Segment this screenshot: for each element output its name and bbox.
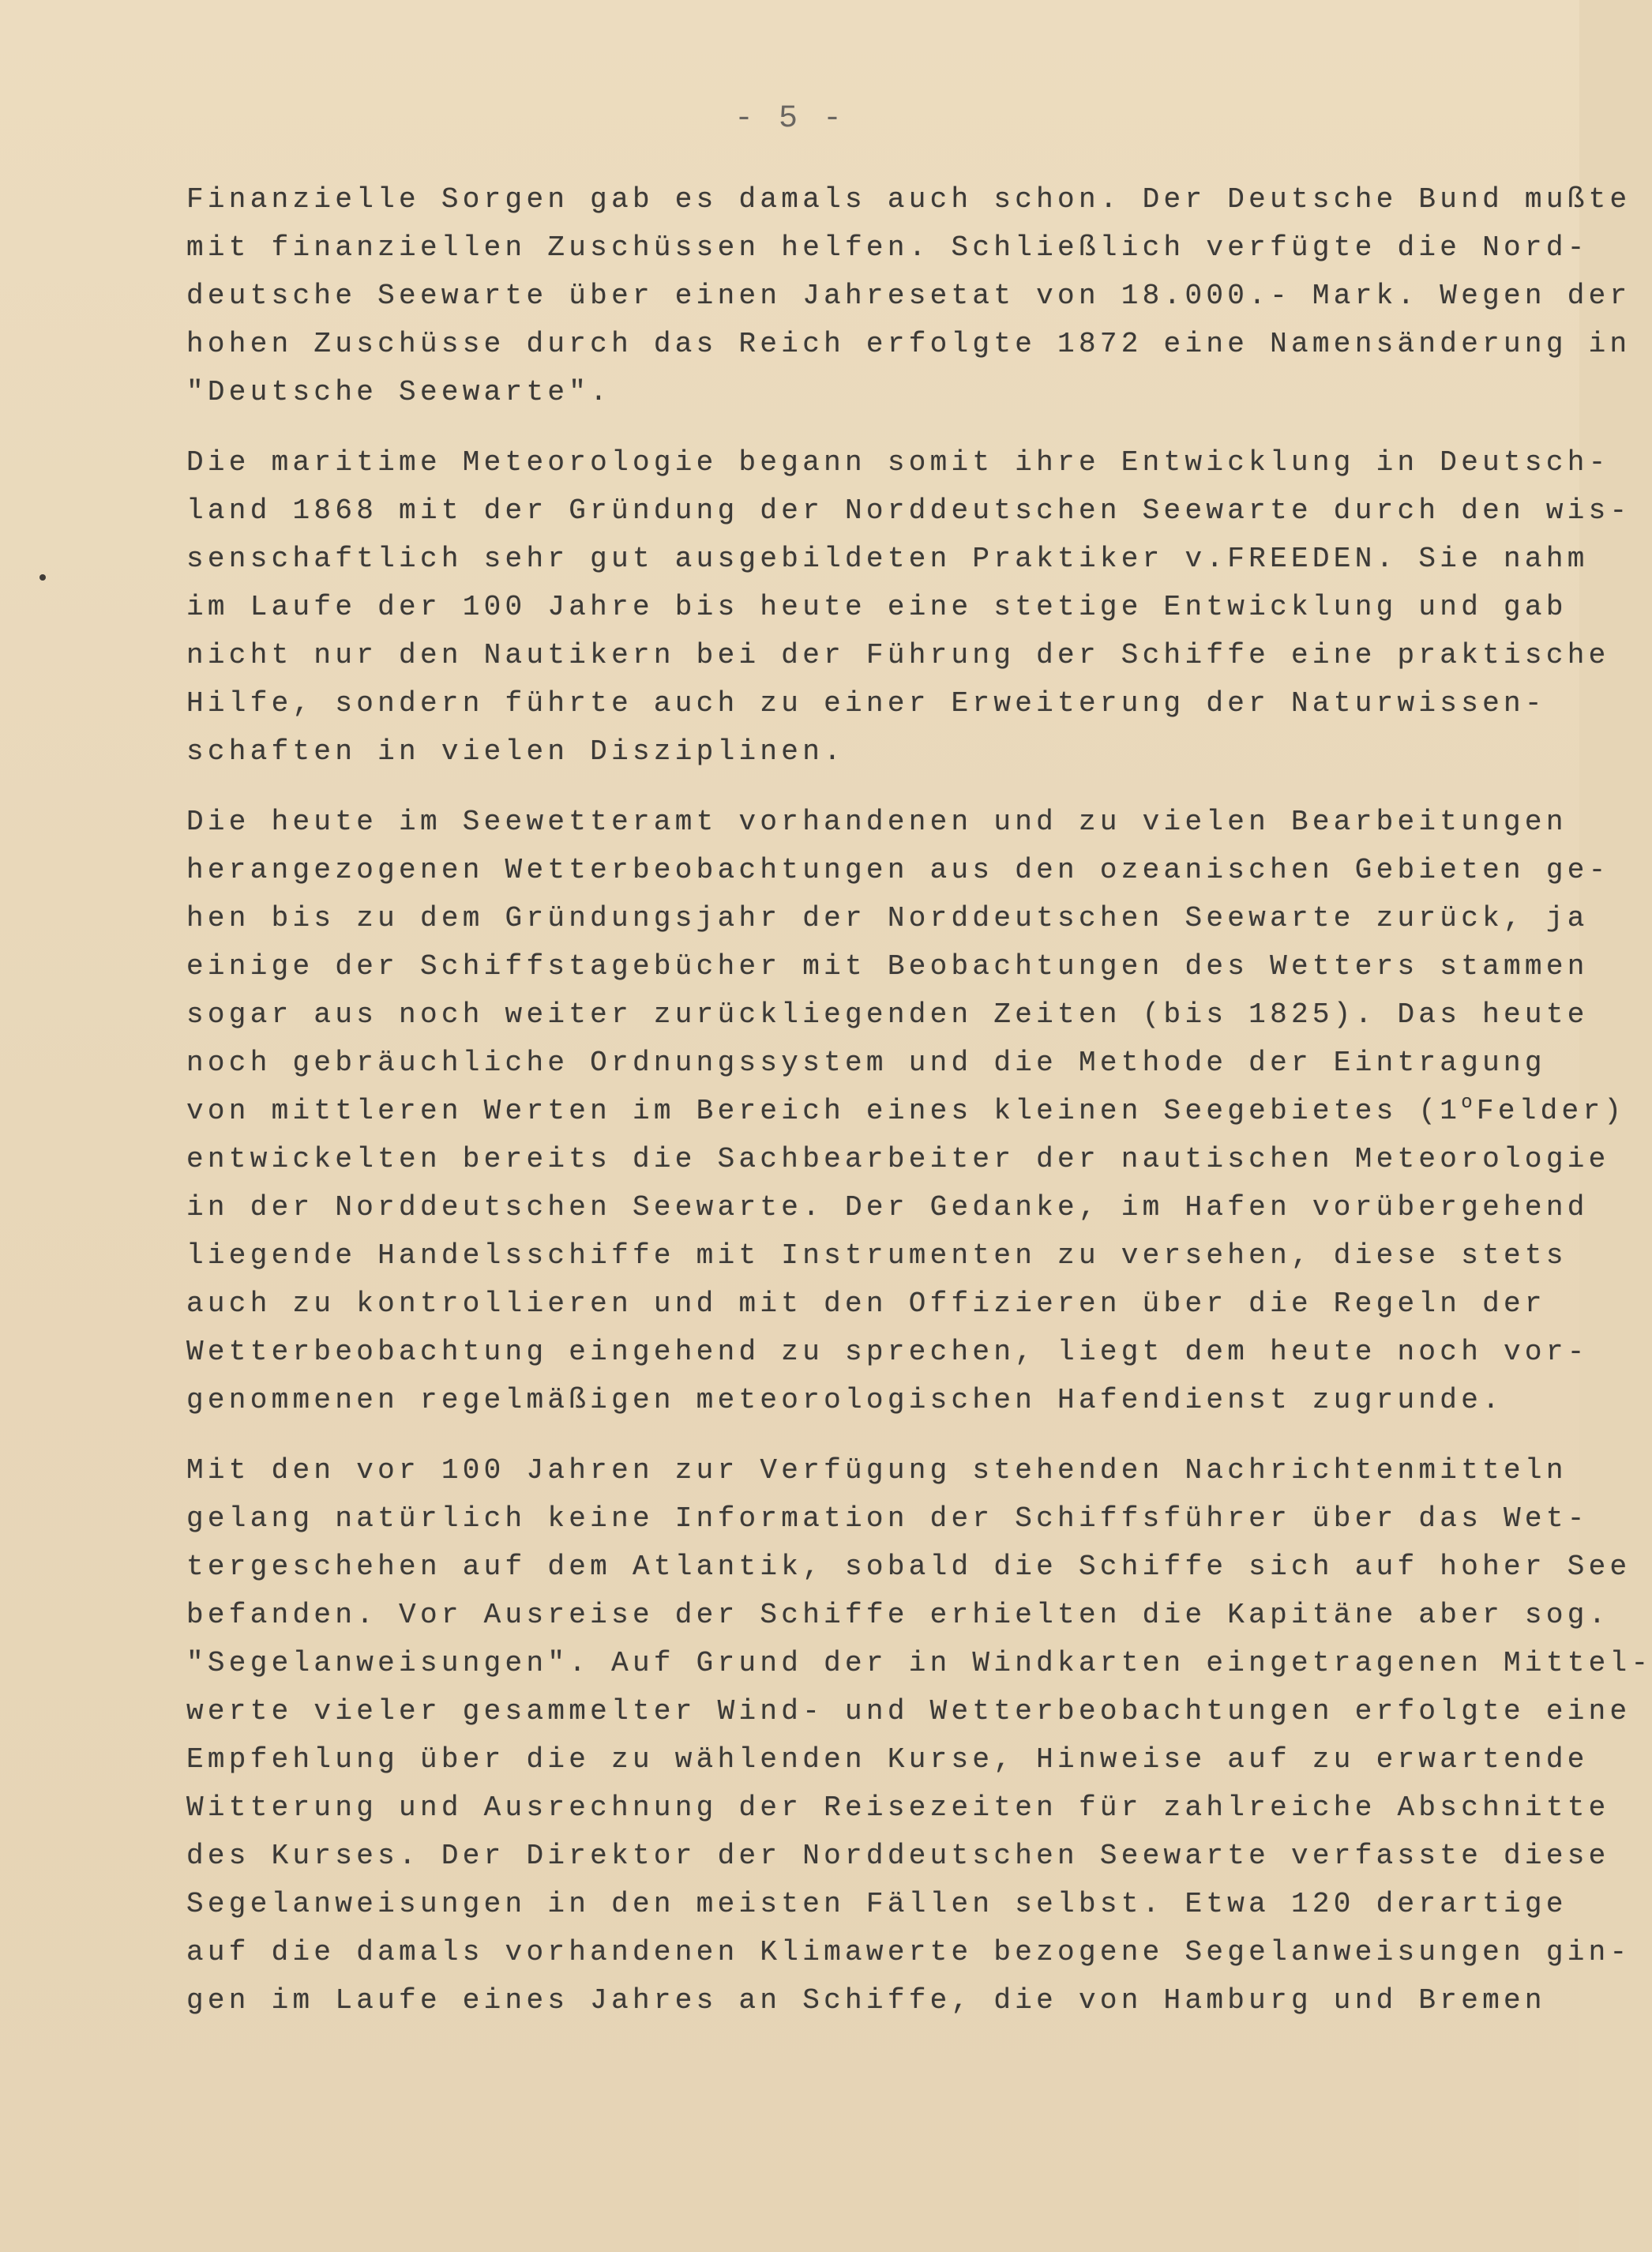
body-text bbox=[186, 175, 1652, 2047]
text-line: genommenen regelmäßigen meteorologischen Hafendienst zugrunde. bbox=[186, 1384, 1504, 1416]
text-line: Mit den vor 100 Jahren zur Verfügung stehenden Nachrichtenmitteln bbox=[186, 1454, 1568, 1487]
text-line: auf die damals vorhandenen Klimawerte bezogene Segelanweisungen gin- bbox=[186, 1936, 1631, 1968]
text-line: entwickelten bereits die Sachbearbeiter der nautischen Meteorologie bbox=[186, 1143, 1610, 1175]
margin-mark bbox=[39, 574, 46, 581]
text-line: gelang natürlich keine Information der Schiffsführer über das Wet- bbox=[186, 1502, 1589, 1535]
text-line: im Laufe der 100 Jahre bis heute eine stetige Entwicklung und gab bbox=[186, 591, 1568, 623]
text-line: werte vieler gesammelter Wind- und Wetterbeobachtungen erfolgte eine bbox=[186, 1695, 1631, 1728]
text-line: hen bis zu dem Gründungsjahr der Norddeutschen Seewarte zurück, ja bbox=[186, 902, 1589, 934]
text-line: deutsche Seewarte über einen Jahresetat von 18.000.- Mark. Wegen der bbox=[186, 280, 1631, 312]
text-line: noch gebräuchliche Ordnungssystem und die Methode der Eintragung bbox=[186, 1047, 1546, 1079]
text-line: sogar aus noch weiter zurückliegenden Zeiten (bis 1825). Das heute bbox=[186, 998, 1589, 1031]
text-line: Witterung und Ausrechnung der Reisezeiten für zahlreiche Abschnitte bbox=[186, 1791, 1610, 1824]
text-line: Wetterbeobachtung eingehend zu sprechen, liegt dem heute noch vor- bbox=[186, 1336, 1589, 1368]
text-line: in der Norddeutschen Seewarte. Der Gedanke, im Hafen vorübergehend bbox=[186, 1191, 1589, 1224]
text-line: senschaftlich sehr gut ausgebildeten Praktiker v.FREEDEN. Sie nahm bbox=[186, 543, 1589, 575]
text-line: gen im Laufe eines Jahres an Schiffe, die von Hamburg und Bremen bbox=[186, 1984, 1546, 2017]
text-line-felder bbox=[186, 1087, 1626, 1135]
paragraph-4 bbox=[186, 1446, 1652, 2025]
text-line: Die heute im Seewetteramt vorhandenen und zu vielen Bearbeitungen bbox=[186, 806, 1568, 838]
degree-superscript: o bbox=[1461, 1092, 1477, 1114]
text-line: Finanzielle Sorgen gab es damals auch schon. Der Deutsche Bund mußte bbox=[186, 183, 1631, 216]
paragraph-1 bbox=[186, 175, 1631, 416]
felder-text-before: von mittleren Werten im Bereich eines kleinen Seegebietes (1 bbox=[186, 1095, 1462, 1127]
text-line: tergeschehen auf dem Atlantik, sobald die Schiffe sich auf hoher See bbox=[186, 1551, 1631, 1583]
page-number: - 5 - bbox=[734, 101, 846, 137]
paragraph-3 bbox=[186, 798, 1626, 1424]
paragraph-2 bbox=[186, 438, 1631, 776]
text-line: "Segelanweisungen". Auf Grund der in Windkarten eingetragenen Mittel- bbox=[186, 1647, 1652, 1679]
text-line: Empfehlung über die zu wählenden Kurse, Hinweise auf zu erwartende bbox=[186, 1743, 1589, 1776]
text-line: Hilfe, sondern führte auch zu einer Erweiterung der Naturwissen- bbox=[186, 687, 1546, 720]
text-line: schaften in vielen Disziplinen. bbox=[186, 735, 846, 768]
text-line: liegende Handelsschiffe mit Instrumenten zu versehen, diese stets bbox=[186, 1239, 1568, 1272]
text-line: einige der Schiffstagebücher mit Beobachtungen des Wetters stammen bbox=[186, 950, 1589, 983]
text-line: Segelanweisungen in den meisten Fällen selbst. Etwa 120 derartige bbox=[186, 1888, 1568, 1920]
text-line: mit finanziellen Zuschüssen helfen. Schließlich verfügte die Nord- bbox=[186, 231, 1589, 264]
text-line: nicht nur den Nautikern bei der Führung der Schiffe eine praktische bbox=[186, 639, 1610, 671]
text-line: "Deutsche Seewarte". bbox=[186, 376, 612, 408]
felder-text-after: Felder) bbox=[1476, 1095, 1626, 1127]
text-line: hohen Zuschüsse durch das Reich erfolgte 1872 eine Namensänderung in bbox=[186, 328, 1631, 360]
text-line: befanden. Vor Ausreise der Schiffe erhielten die Kapitäne aber sog. bbox=[186, 1599, 1610, 1631]
text-line: Die maritime Meteorologie begann somit ihre Entwicklung in Deutsch- bbox=[186, 446, 1610, 479]
text-line: land 1868 mit der Gründung der Norddeutschen Seewarte durch den wis- bbox=[186, 494, 1631, 527]
text-line: des Kurses. Der Direktor der Norddeutschen Seewarte verfasste diese bbox=[186, 1840, 1610, 1872]
text-line: auch zu kontrollieren und mit den Offizieren über die Regeln der bbox=[186, 1288, 1546, 1320]
text-line: herangezogenen Wetterbeobachtungen aus den ozeanischen Gebieten ge- bbox=[186, 854, 1610, 886]
